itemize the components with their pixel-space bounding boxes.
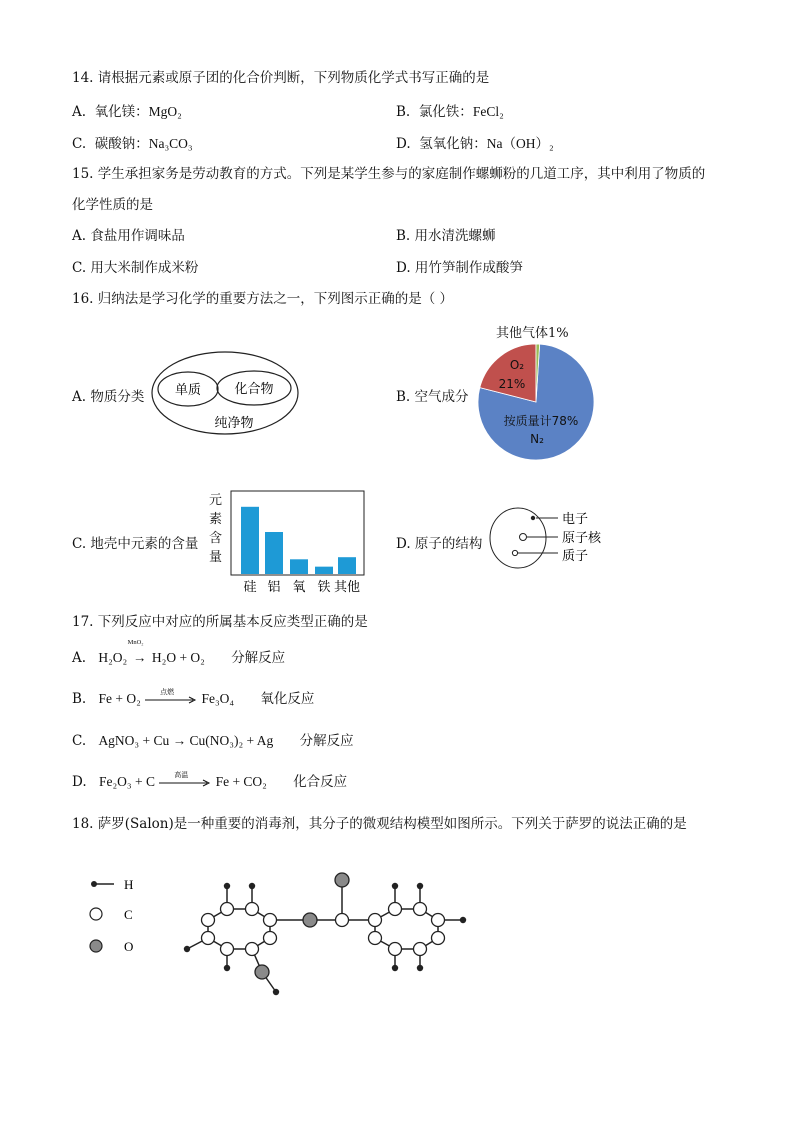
bar-chart-ylabel: 元 素 含 量: [209, 493, 223, 565]
q17-stem: 17. 下列反应中对应的所属基本反应类型正确的是: [72, 614, 368, 630]
q14-a-formula: MgO₂: [148, 104, 182, 119]
legend-h: H: [124, 877, 134, 892]
bar-0: [241, 507, 259, 574]
molecule-legend: [86, 872, 146, 962]
pie-n2-text: 按质量计78%: [503, 414, 579, 428]
salol-molecule-model: [180, 858, 490, 1000]
label-electron: 电子: [562, 512, 589, 527]
q16-option-a-label[interactable]: A. 物质分类: [72, 389, 145, 405]
q18-stem: 18. 萨罗(Salon)是一种重要的消毒剂，其分子的微观结构模型如图所示。下列关于萨罗的说法正确的是: [72, 816, 687, 832]
q16-option-d-label[interactable]: D. 原子的结构: [396, 536, 483, 552]
q16-option-c-label[interactable]: C. 地壳中元素的含量: [72, 536, 199, 552]
q14-c-formula: Na₃CO₃: [148, 136, 193, 151]
bar-label-3: 铁: [317, 580, 331, 595]
q15-option-b[interactable]: B. 用水清洗螺蛳: [396, 228, 496, 244]
air-composition-pie: [474, 340, 598, 464]
q15-stem-line2: 化学性质的是: [72, 197, 153, 213]
pie-o2-name: O₂: [509, 358, 525, 372]
electron-dot: [531, 516, 535, 520]
crust-element-bar-chart: [230, 490, 370, 596]
atom-structure-diagram: [488, 506, 610, 570]
q17-option-b[interactable]: B. Fe + O₂ 点燃 Fe₃O₄ 氧化反应: [72, 687, 315, 707]
bar-label-4: 其他: [333, 580, 361, 595]
pie-other-label: 其他气体1%: [496, 326, 569, 341]
nucleus-dot: [520, 534, 527, 541]
label-nucleus: 原子核: [562, 531, 602, 546]
q14-option-d[interactable]: D. 氢氧化钠：Na（OH）₂: [396, 136, 554, 152]
bar-3: [315, 567, 333, 574]
q16-stem: 16. 归纳法是学习化学的重要方法之一，下列图示正确的是（ ）: [72, 291, 454, 307]
classification-diagram: [150, 350, 300, 436]
q14-option-c[interactable]: C. 碳酸钠：Na₃CO₃: [72, 136, 193, 152]
label-compound: 化合物: [234, 382, 274, 397]
pie-o2-pct: 21%: [498, 377, 526, 391]
q17-option-d[interactable]: D. Fe₂O₃ + C 高温 Fe + CO₂ 化合反应: [72, 770, 348, 790]
label-pure-substance: 纯净物: [214, 416, 254, 431]
q15-option-d[interactable]: D. 用竹笋制作成酸笋: [396, 260, 523, 276]
q14-b-formula: FeCl₂: [472, 104, 504, 119]
q17-a-catalyst: MnO₂: [127, 639, 144, 646]
label-proton: 质子: [562, 549, 589, 564]
q15-option-a[interactable]: A. 食盐用作调味品: [72, 228, 185, 244]
q15-stem-line1: 15. 学生承担家务是劳动教育的方式。下列是某学生参与的家庭制作螺蛳粉的几道工序，其中利用了物质的: [72, 166, 706, 182]
label-elemental-substance: 单质: [174, 383, 202, 398]
pie-n2-name: N₂: [530, 432, 544, 446]
q17-option-a[interactable]: A. H₂O₂ → MnO₂ H₂O + O₂ 分解反应: [72, 639, 286, 666]
q17-option-c[interactable]: C. AgNO₃ + Cu → Cu(NO₃)₂ + Ag 分解反应: [72, 733, 354, 749]
q14-option-b[interactable]: B. 氯化铁：FeCl₂: [396, 104, 504, 120]
q14-option-a[interactable]: A. 氧化镁：MgO₂: [72, 104, 182, 120]
bar-label-1: 铝: [267, 580, 281, 595]
legend-c: C: [124, 907, 133, 922]
legend-o: O: [124, 939, 134, 954]
bar-label-2: 氧: [292, 580, 306, 595]
bar-4: [338, 557, 356, 574]
q14-d-formula: Na（OH）₂: [486, 136, 554, 151]
bar-1: [265, 532, 283, 574]
q14-stem: 14. 请根据元素或原子团的化合价判断，下列物质化学式书写正确的是: [72, 70, 490, 86]
q17-b-arrow: 点燃: [145, 696, 197, 704]
q16-option-b-label[interactable]: B. 空气成分: [396, 389, 469, 405]
bar-label-0: 硅: [243, 580, 257, 595]
q17-d-arrow: 高温: [159, 779, 211, 787]
bar-2: [290, 559, 308, 574]
proton-dot: [512, 550, 517, 555]
q15-option-c[interactable]: C. 用大米制作成米粉: [72, 260, 199, 276]
